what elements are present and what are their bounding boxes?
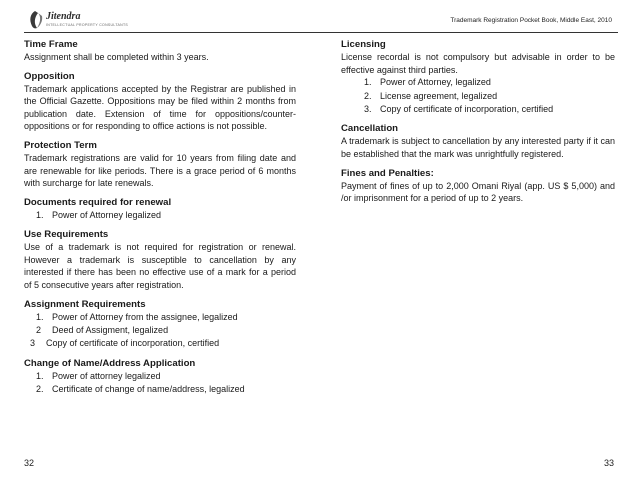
section-use-requirements bbox=[24, 228, 296, 291]
section-opposition bbox=[24, 70, 296, 133]
numbered-list bbox=[24, 209, 296, 222]
list-item: 2. License agreement, legalized bbox=[364, 90, 498, 101]
left-column bbox=[24, 38, 296, 403]
list-item: 2 Deed of Assigment, legalized bbox=[36, 324, 169, 335]
section-title: Use Requirements bbox=[24, 229, 109, 241]
section-time-frame bbox=[24, 38, 296, 64]
section-title: Assignment Requirements bbox=[24, 298, 146, 310]
list-item: 3 Copy of certificate of incorporation, certified bbox=[30, 338, 220, 349]
section-title: Time Frame bbox=[24, 39, 78, 50]
list-item: 2. Certificate of change of name/address, legalized bbox=[36, 384, 245, 395]
logo bbox=[24, 10, 144, 32]
section-text: Trademark applications accepted by the Registrar are published in the Official Gazette. Oppositions may be filed within 2 months from publication date. Extension of time for oppositions/counter- oppositions or for responding to office actions is not possible. bbox=[24, 83, 296, 132]
list-item: 3. Copy of certificate of incorporation, certified bbox=[364, 104, 554, 114]
logo-mark-icon bbox=[26, 10, 44, 30]
numbered-list bbox=[341, 76, 615, 116]
section-title: Cancellation bbox=[341, 123, 399, 135]
section-change-of-name bbox=[24, 357, 296, 397]
numbered-list bbox=[24, 370, 296, 397]
header-divider bbox=[24, 32, 618, 33]
section-title: Protection Term bbox=[24, 139, 97, 151]
section-title: Opposition bbox=[24, 70, 75, 82]
page-header bbox=[24, 10, 614, 34]
section-assignment-requirements bbox=[24, 298, 296, 351]
section-text: A trademark is subject to cancellation by any interested party if it can be established that the mark was unrightfully registered. bbox=[341, 136, 615, 159]
section-licensing bbox=[341, 38, 615, 116]
logo-tagline: INTELLECTUAL PROPERTY CONSULTANTS bbox=[46, 23, 129, 27]
section-title: Licensing bbox=[341, 39, 386, 50]
section-text: Use of a trademark is not required for registration or renewal. However a trademark is susceptible to cancellation by any interested if there has been no effective use of a mark for a period of 5 consecutive years after registration. bbox=[24, 242, 296, 290]
list-item: 1. Power of Attorney from the assignee, legalized bbox=[36, 311, 238, 322]
right-column bbox=[341, 38, 615, 211]
section-title: Change of Name/Address Application bbox=[24, 357, 196, 369]
numbered-list bbox=[24, 311, 296, 351]
section-text: Assignment shall be completed within 3 years. bbox=[24, 52, 209, 62]
list-item: 1. Power of Attorney, legalized bbox=[364, 77, 491, 88]
section-text: Payment of fines of up to 2,000 Omani Riyal (app. US $ 5,000) and /or imprisonment for a period of up to 2 years. bbox=[341, 180, 615, 204]
section-cancellation bbox=[341, 122, 615, 160]
logo-name: Jitendra bbox=[46, 11, 81, 22]
page-number-left: 32 bbox=[24, 458, 35, 468]
section-title: Documents required for renewal bbox=[24, 196, 172, 208]
section-fines-and-penalties bbox=[341, 167, 615, 205]
section-title: Fines and Penalties: bbox=[341, 167, 434, 179]
section-text: License recordal is not compulsory but advisable in order to be effective against third parties. bbox=[341, 52, 615, 75]
running-header-title: Trademark Registration Pocket Book, Middle East, 2010 bbox=[450, 17, 612, 24]
list-item: 1. Power of Attorney legalized bbox=[36, 209, 162, 220]
page-number-right: 33 bbox=[603, 458, 614, 468]
section-documents-required bbox=[24, 196, 296, 222]
section-protection-term bbox=[24, 139, 296, 190]
list-item: 1. Power of attorney legalized bbox=[36, 370, 161, 381]
section-text: Trademark registrations are valid for 10 years from filing date and are renewable for like periods. There is a grace period of 6 months with surcharge for late renewals. bbox=[24, 152, 296, 189]
